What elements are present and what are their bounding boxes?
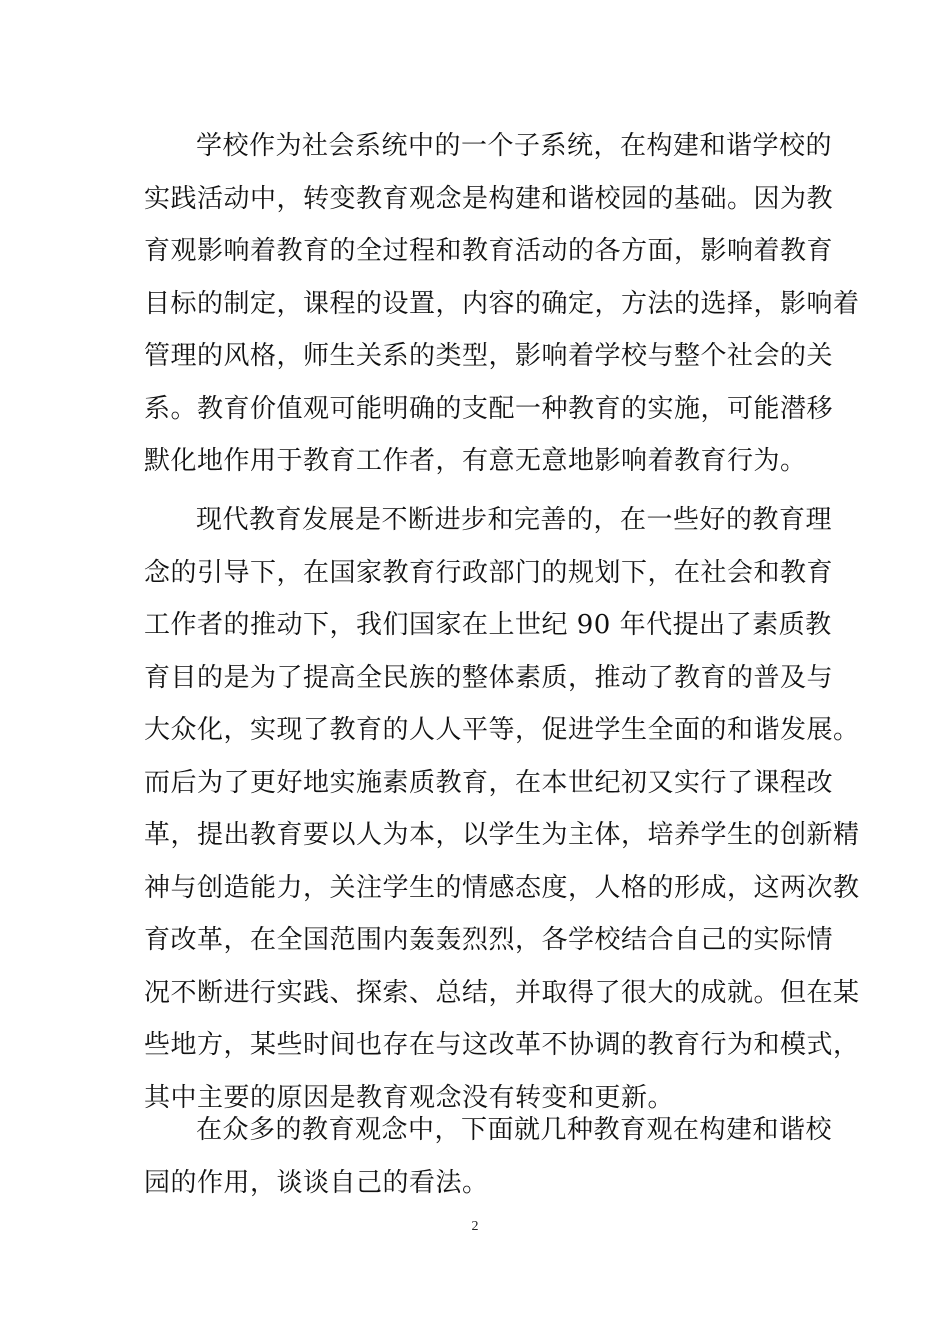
text-line: 现代教育发展是不断进步和完善的，在一些好的教育理	[196, 505, 833, 535]
text-line: 管理的风格，师生关系的类型，影响着学校与整个社会的关	[144, 341, 834, 371]
text-line: 在众多的教育观念中，下面就几种教育观在构建和谐校	[196, 1115, 833, 1145]
text-line: 况不断进行实践、探索、总结，并取得了很大的成就。但在某	[144, 977, 860, 1008]
paragraph-2	[144, 494, 860, 1124]
text-line: 默化地作用于教育工作者，有意无意地影响着教育行为。	[144, 446, 807, 476]
page-number: 2	[471, 1219, 479, 1234]
text-line: 育改革，在全国范围内轰轰烈烈，各学校结合自己的实际情	[144, 925, 834, 955]
text-line: 些地方，某些时间也存在与这改革不协调的教育行为和模式，	[144, 1030, 860, 1060]
paragraph-1	[144, 120, 860, 488]
text-line: 大众化，实现了教育的人人平等，促进学生全面的和谐发展。	[144, 715, 860, 745]
text-line: 育观影响着教育的全过程和教育活动的各方面，影响着教育	[144, 236, 834, 266]
text-line: 系。教育价值观可能明确的支配一种教育的实施，可能潜移	[144, 393, 834, 424]
text-line: 育目的是为了提高全民族的整体素质，推动了教育的普及与	[144, 662, 834, 693]
text-line: 而后为了更好地实施素质教育，在本世纪初又实行了课程改	[144, 767, 834, 798]
text-line: 实践活动中，转变教育观念是构建和谐校园的基础。因为教	[144, 183, 834, 214]
text-line: 目标的制定，课程的设置，内容的确定，方法的选择，影响着	[144, 288, 860, 319]
paragraph-3	[144, 1104, 833, 1209]
text-line: 念的引导下，在国家教育行政部门的规划下，在社会和教育	[144, 557, 834, 588]
text-line: 学校作为社会系统中的一个子系统，在构建和谐学校的	[196, 131, 833, 161]
text-line: 园的作用，谈谈自己的看法。	[144, 1167, 489, 1198]
text-line: 革，提出教育要以人为本，以学生为主体，培养学生的创新精	[144, 820, 860, 850]
text-line: 神与创造能力，关注学生的情感态度，人格的形成，这两次教	[144, 872, 860, 903]
text-line: 工作者的推动下，我们国家在上世纪 90 年代提出了素质教	[144, 610, 832, 640]
text-line: 其中主要的原因是教育观念没有转变和更新。	[144, 1082, 675, 1113]
